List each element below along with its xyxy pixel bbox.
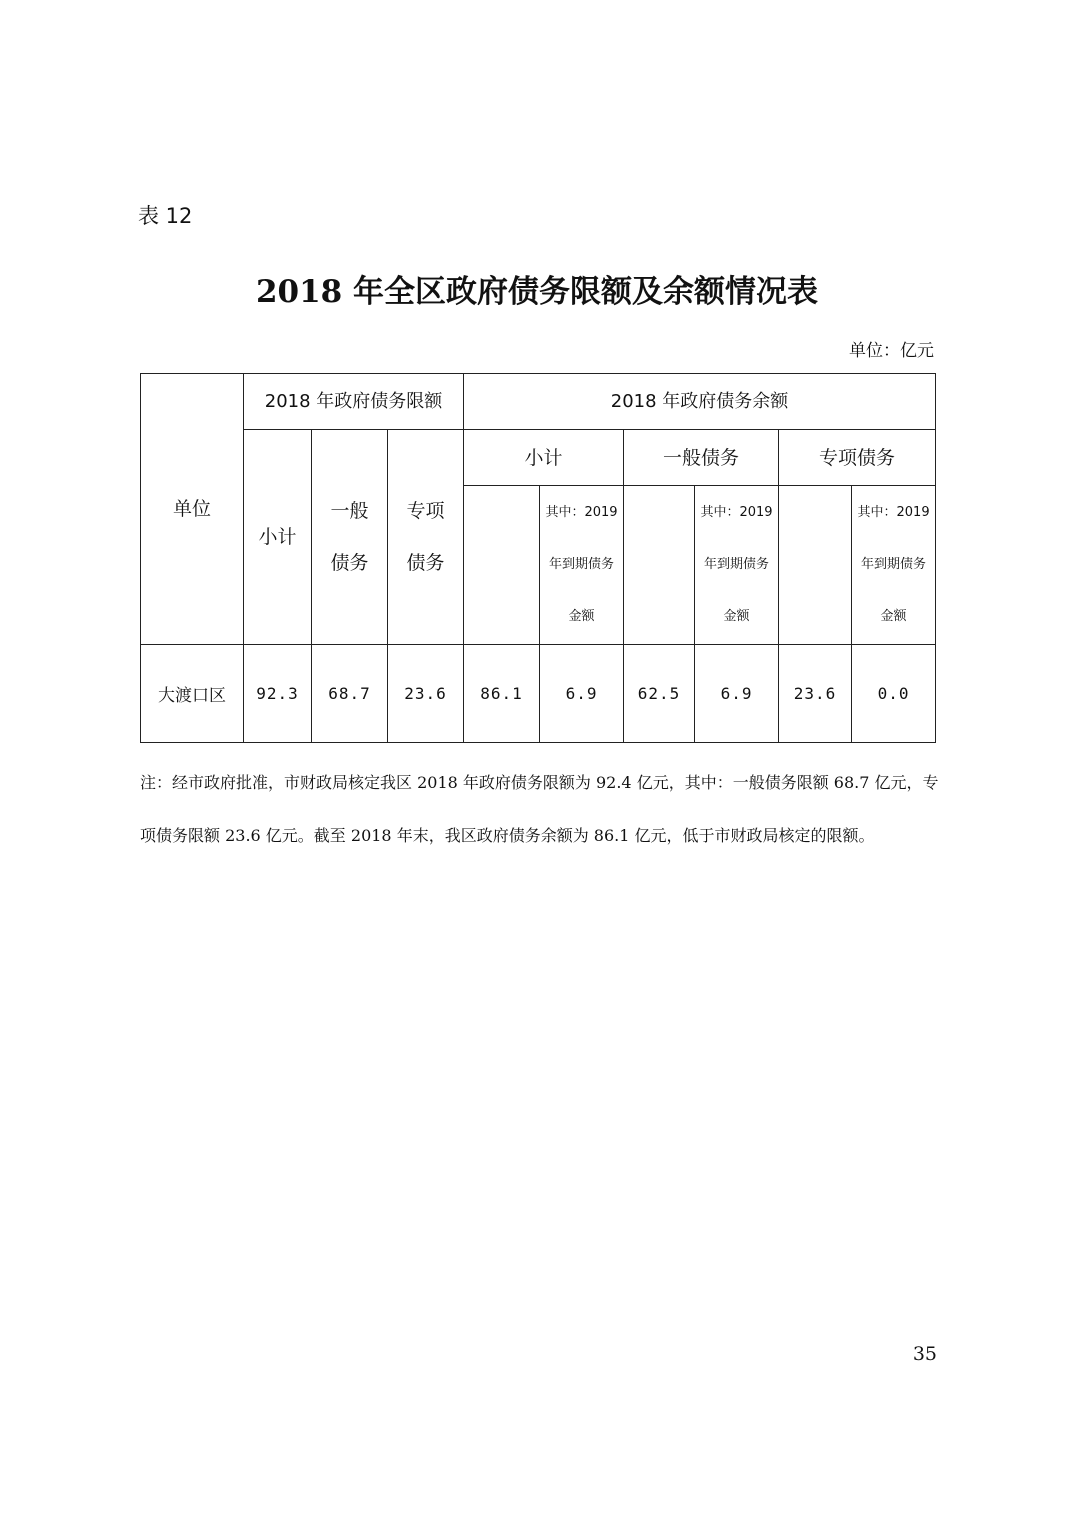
header-limit-general-line1: 一般 xyxy=(330,500,369,522)
unit-note: 单位：亿元 xyxy=(849,341,934,361)
header-balance-subtotal-due xyxy=(540,486,624,645)
header-unit: 单位 xyxy=(141,374,244,645)
balance-special-due-cell: 0.0 xyxy=(852,645,936,743)
due-note-line1: 其中：2019 xyxy=(857,505,930,520)
limit-special-cell: 23.6 xyxy=(388,645,464,743)
due-note-line2: 年到期债务 xyxy=(861,557,927,572)
header-limit-special-line1: 专项 xyxy=(406,500,445,522)
balance-general-cell: 62.5 xyxy=(624,645,695,743)
table-row xyxy=(141,645,936,743)
header-limit-group: 2018 年政府债务限额 xyxy=(244,374,464,430)
balance-general-due-cell: 6.9 xyxy=(695,645,779,743)
due-note-line2: 年到期债务 xyxy=(549,557,615,572)
document-title: 2018 年全区政府债务限额及余额情况表 xyxy=(255,274,819,310)
due-note-line3: 金额 xyxy=(568,609,595,624)
header-balance-subtotal: 小计 xyxy=(464,430,624,486)
due-note-line1: 其中：2019 xyxy=(545,505,618,520)
balance-special-cell: 23.6 xyxy=(779,645,852,743)
header-balance-special-amount xyxy=(779,486,852,645)
header-balance-subtotal-amount xyxy=(464,486,540,645)
limit-general-cell: 68.7 xyxy=(312,645,388,743)
header-balance-special: 专项债务 xyxy=(779,430,936,486)
debt-table xyxy=(140,373,936,743)
header-balance-general: 一般债务 xyxy=(624,430,779,486)
table-label: 表 12 xyxy=(138,204,193,228)
header-limit-special-line2: 债务 xyxy=(406,552,445,574)
balance-subtotal-due-cell: 6.9 xyxy=(540,645,624,743)
header-limit-general xyxy=(312,430,388,645)
header-balance-special-due xyxy=(852,486,936,645)
header-balance-general-amount xyxy=(624,486,695,645)
due-note-line2: 年到期债务 xyxy=(704,557,770,572)
table-footnote: 注：经市政府批准，市财政局核定我区 2018 年政府债务限额为 92.4 亿元，其中：一般债务限额 68.7 亿元，专项债务限额 23.6 亿元。截至 2018 年末，我区政府债务余额为 86.1 亿元，低于市财政局核定的限额。 xyxy=(140,773,939,845)
region-cell: 大渡口区 xyxy=(141,645,244,743)
header-limit-special xyxy=(388,430,464,645)
limit-subtotal-cell: 92.3 xyxy=(244,645,312,743)
header-balance-group: 2018 年政府债务余额 xyxy=(464,374,936,430)
header-limit-general-line2: 债务 xyxy=(330,552,369,574)
page-number: 35 xyxy=(912,1343,937,1365)
header-balance-general-due xyxy=(695,486,779,645)
due-note-line3: 金额 xyxy=(723,609,750,624)
due-note-line3: 金额 xyxy=(880,609,907,624)
balance-subtotal-cell: 86.1 xyxy=(464,645,540,743)
header-limit-subtotal: 小计 xyxy=(244,430,312,645)
due-note-line1: 其中：2019 xyxy=(700,505,773,520)
